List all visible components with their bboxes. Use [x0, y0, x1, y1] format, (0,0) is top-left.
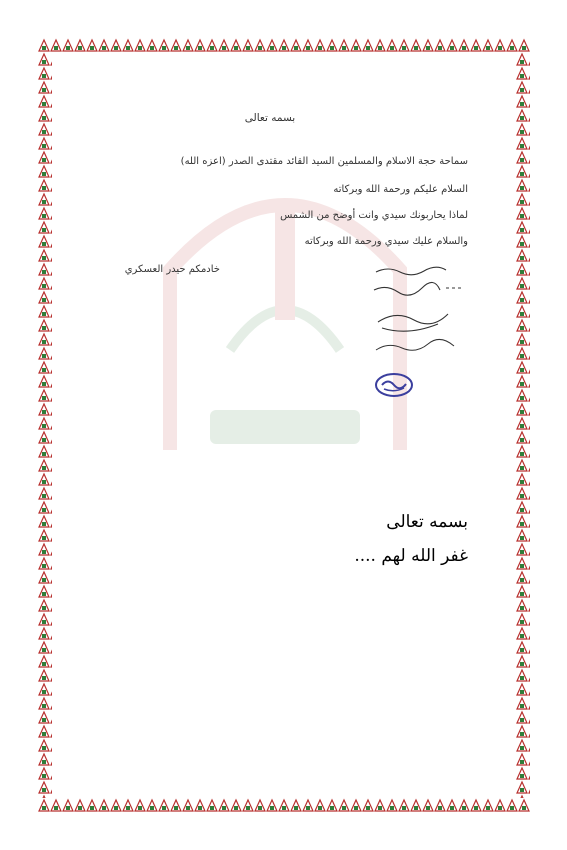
letter-line-1: سماحة حجة الاسلام والمسلمين السيد القائد مقتدى الصدر (اعزه الله) [180, 156, 468, 167]
reply-line-1: بسمه تعالى [386, 512, 468, 532]
letter-line-4: والسلام عليك سيدي ورحمة الله وبركاته [304, 236, 468, 247]
border-right [516, 52, 530, 798]
border-bottom [38, 798, 530, 812]
letter-line-2: السلام عليكم ورحمة الله وبركاته [333, 184, 468, 195]
letter-line-3: لماذا يحاربونك سيدي وانت أوضح من الشمس [280, 210, 468, 221]
letter-signature: خادمكم حيدر العسكري [124, 264, 220, 275]
border-top [38, 38, 530, 52]
handwritten-reply [368, 262, 468, 372]
reply-line-2: غفر الله لهم .... [354, 546, 468, 566]
border-left [38, 52, 52, 798]
letter-heading: بسمه تعالى [244, 112, 296, 124]
seal-stamp [374, 372, 414, 398]
